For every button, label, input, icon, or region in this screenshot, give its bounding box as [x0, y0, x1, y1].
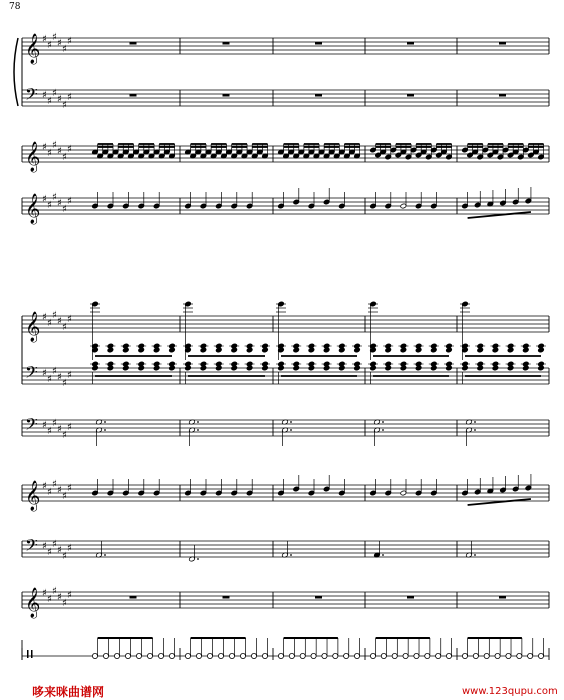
footer-site-name[interactable]: 哆来咪曲谱网: [32, 685, 105, 699]
drum-notehead: [229, 653, 234, 658]
whole-rest-icon: [499, 42, 506, 45]
sharp-icon: ♯: [42, 34, 47, 45]
sharp-icon: ♯: [57, 592, 62, 603]
augmentation-dot: [197, 421, 199, 423]
sharp-icon: ♯: [52, 366, 57, 377]
bass-clef-icon: 𝄢: [25, 84, 38, 108]
staff-piano-rh: [22, 32, 549, 65]
sharp-icon: ♯: [42, 420, 47, 431]
sharp-icon: ♯: [42, 142, 47, 153]
drum-notehead: [185, 653, 190, 658]
drum-notehead: [473, 653, 478, 658]
sharp-icon: ♯: [42, 541, 47, 552]
augmentation-dot: [290, 554, 292, 556]
drum-notehead: [169, 653, 174, 658]
sharp-icon: ♯: [42, 481, 47, 492]
augmentation-dot: [104, 429, 106, 431]
sharp-icon: ♯: [52, 140, 57, 151]
staff-melody-1: [22, 187, 549, 225]
sharp-icon: ♯: [47, 547, 52, 558]
sharp-icon: ♯: [57, 146, 62, 157]
brace-icon: [14, 38, 18, 106]
sharp-icon: ♯: [52, 192, 57, 203]
drum-notehead: [240, 653, 245, 658]
sharp-icon: ♯: [67, 92, 72, 103]
sharp-icon: ♯: [57, 545, 62, 556]
sharp-icon: ♯: [62, 491, 67, 502]
drum-notehead: [517, 653, 522, 658]
sharp-icon: ♯: [62, 378, 67, 389]
drum-notehead: [392, 653, 397, 658]
whole-rest-icon: [499, 596, 506, 599]
augmentation-dot: [382, 421, 384, 423]
bass-clef-icon: 𝄢: [25, 362, 38, 386]
sharp-icon: ♯: [47, 374, 52, 385]
sharp-icon: ♯: [47, 426, 52, 437]
drum-notehead: [300, 653, 305, 658]
drum-notehead: [425, 653, 430, 658]
sharp-icon: ♯: [62, 100, 67, 111]
sharp-icon: ♯: [52, 479, 57, 490]
measure-number: 78: [9, 2, 21, 12]
augmentation-dot: [290, 421, 292, 423]
sharp-icon: ♯: [47, 96, 52, 107]
drum-notehead: [354, 653, 359, 658]
drum-notehead: [495, 653, 500, 658]
treble-clef-icon: 𝄞: [25, 588, 41, 618]
augmentation-dot: [474, 421, 476, 423]
beam: [468, 212, 531, 218]
sharp-icon: ♯: [47, 40, 52, 51]
drum-notehead: [278, 653, 283, 658]
drum-notehead: [289, 653, 294, 658]
augmentation-dot: [474, 554, 476, 556]
sharp-icon: ♯: [42, 368, 47, 379]
drum-notehead: [344, 653, 349, 658]
augmentation-dot: [197, 558, 199, 560]
drum-notehead: [506, 653, 511, 658]
whole-rest-icon: [315, 94, 322, 97]
staff-bass-chords: [22, 414, 549, 446]
footer-site-url[interactable]: www.123qupu.com: [462, 686, 558, 697]
drum-notehead: [125, 653, 130, 658]
sharp-icon: ♯: [67, 483, 72, 494]
whole-rest-icon: [130, 596, 137, 599]
whole-rest-icon: [130, 94, 137, 97]
treble-clef-icon: 𝄞: [25, 34, 41, 64]
whole-rest-icon: [315, 596, 322, 599]
drum-notehead: [462, 653, 467, 658]
treble-clef-icon: 𝄞: [25, 194, 41, 224]
sharp-icon: ♯: [57, 316, 62, 327]
sharp-icon: ♯: [62, 322, 67, 333]
sharp-icon: ♯: [47, 318, 52, 329]
drum-notehead: [436, 653, 441, 658]
sharp-icon: ♯: [52, 539, 57, 550]
sharp-icon: ♯: [57, 485, 62, 496]
drum-notehead: [381, 653, 386, 658]
sharp-icon: ♯: [62, 44, 67, 55]
sharp-icon: ♯: [57, 372, 62, 383]
sharp-icon: ♯: [62, 551, 67, 562]
whole-rest-icon: [407, 94, 414, 97]
sharp-icon: ♯: [62, 598, 67, 609]
drum-notehead: [196, 653, 201, 658]
sharp-icon: ♯: [42, 312, 47, 323]
drum-notehead: [218, 653, 223, 658]
drum-notehead: [158, 653, 163, 658]
staff-brass-high: [22, 301, 549, 360]
drum-notehead: [114, 653, 119, 658]
whole-rest-icon: [223, 42, 230, 45]
drum-notehead: [528, 653, 533, 658]
augmentation-dot: [382, 429, 384, 431]
drum-notehead: [207, 653, 212, 658]
whole-rest-icon: [499, 94, 506, 97]
sharp-icon: ♯: [67, 36, 72, 47]
bass-clef-icon: 𝄢: [25, 414, 38, 438]
sharp-icon: ♯: [52, 310, 57, 321]
whole-rest-icon: [130, 42, 137, 45]
sharp-icon: ♯: [57, 94, 62, 105]
sharp-icon: ♯: [67, 144, 72, 155]
sharp-icon: ♯: [52, 32, 57, 43]
drum-notehead: [322, 653, 327, 658]
drum-notehead: [92, 653, 97, 658]
sharp-icon: ♯: [52, 418, 57, 429]
percussion-clef-icon: [27, 650, 29, 658]
sharp-icon: ♯: [47, 148, 52, 159]
drum-notehead: [251, 653, 256, 658]
staff-bass-line: [22, 535, 549, 562]
sharp-icon: ♯: [67, 370, 72, 381]
augmentation-dot: [382, 554, 384, 556]
drum-notehead: [136, 653, 141, 658]
drum-notehead: [333, 653, 338, 658]
drum-notehead: [414, 653, 419, 658]
sharp-icon: ♯: [42, 588, 47, 599]
whole-rest-icon: [315, 42, 322, 45]
staff-strings-16th: [22, 140, 549, 173]
sharp-icon: ♯: [57, 198, 62, 209]
treble-clef-icon: 𝄞: [25, 142, 41, 172]
augmentation-dot: [104, 421, 106, 423]
sharp-icon: ♯: [57, 38, 62, 49]
augmentation-dot: [104, 554, 106, 556]
sharp-icon: ♯: [52, 88, 57, 99]
sharp-icon: ♯: [42, 90, 47, 101]
sharp-icon: ♯: [62, 204, 67, 215]
sharp-icon: ♯: [47, 200, 52, 211]
sharp-icon: ♯: [67, 314, 72, 325]
whole-rest-icon: [223, 596, 230, 599]
whole-rest-icon: [223, 94, 230, 97]
sharp-icon: ♯: [52, 586, 57, 597]
sharp-icon: ♯: [67, 543, 72, 554]
drum-notehead: [403, 653, 408, 658]
staff-treble-rest: [22, 586, 549, 619]
drum-notehead: [262, 653, 267, 658]
treble-clef-icon: 𝄞: [25, 481, 41, 511]
drum-notehead: [311, 653, 316, 658]
augmentation-dot: [290, 429, 292, 431]
percussion-clef-icon: [31, 650, 33, 658]
sharp-icon: ♯: [67, 590, 72, 601]
sharp-icon: ♯: [47, 487, 52, 498]
staff-melody-2: [22, 474, 549, 512]
treble-clef-icon: 𝄞: [25, 312, 41, 342]
augmentation-dot: [474, 429, 476, 431]
staff-piano-lh: [22, 84, 549, 111]
drum-notehead: [484, 653, 489, 658]
sharp-icon: ♯: [42, 194, 47, 205]
whole-rest-icon: [407, 42, 414, 45]
sharp-icon: ♯: [62, 430, 67, 441]
staff-brass-low: [22, 361, 549, 389]
sharp-icon: ♯: [62, 152, 67, 163]
sharp-icon: ♯: [67, 196, 72, 207]
sharp-icon: ♯: [67, 422, 72, 433]
staff-percussion: [22, 638, 549, 660]
augmentation-dot: [197, 429, 199, 431]
sharp-icon: ♯: [47, 594, 52, 605]
drum-notehead: [147, 653, 152, 658]
drum-notehead: [370, 653, 375, 658]
beam: [468, 499, 531, 505]
whole-rest-icon: [407, 596, 414, 599]
sharp-icon: ♯: [57, 424, 62, 435]
drum-notehead: [446, 653, 451, 658]
bass-clef-icon: 𝄢: [25, 535, 38, 559]
drum-notehead: [538, 653, 543, 658]
drum-notehead: [103, 653, 108, 658]
